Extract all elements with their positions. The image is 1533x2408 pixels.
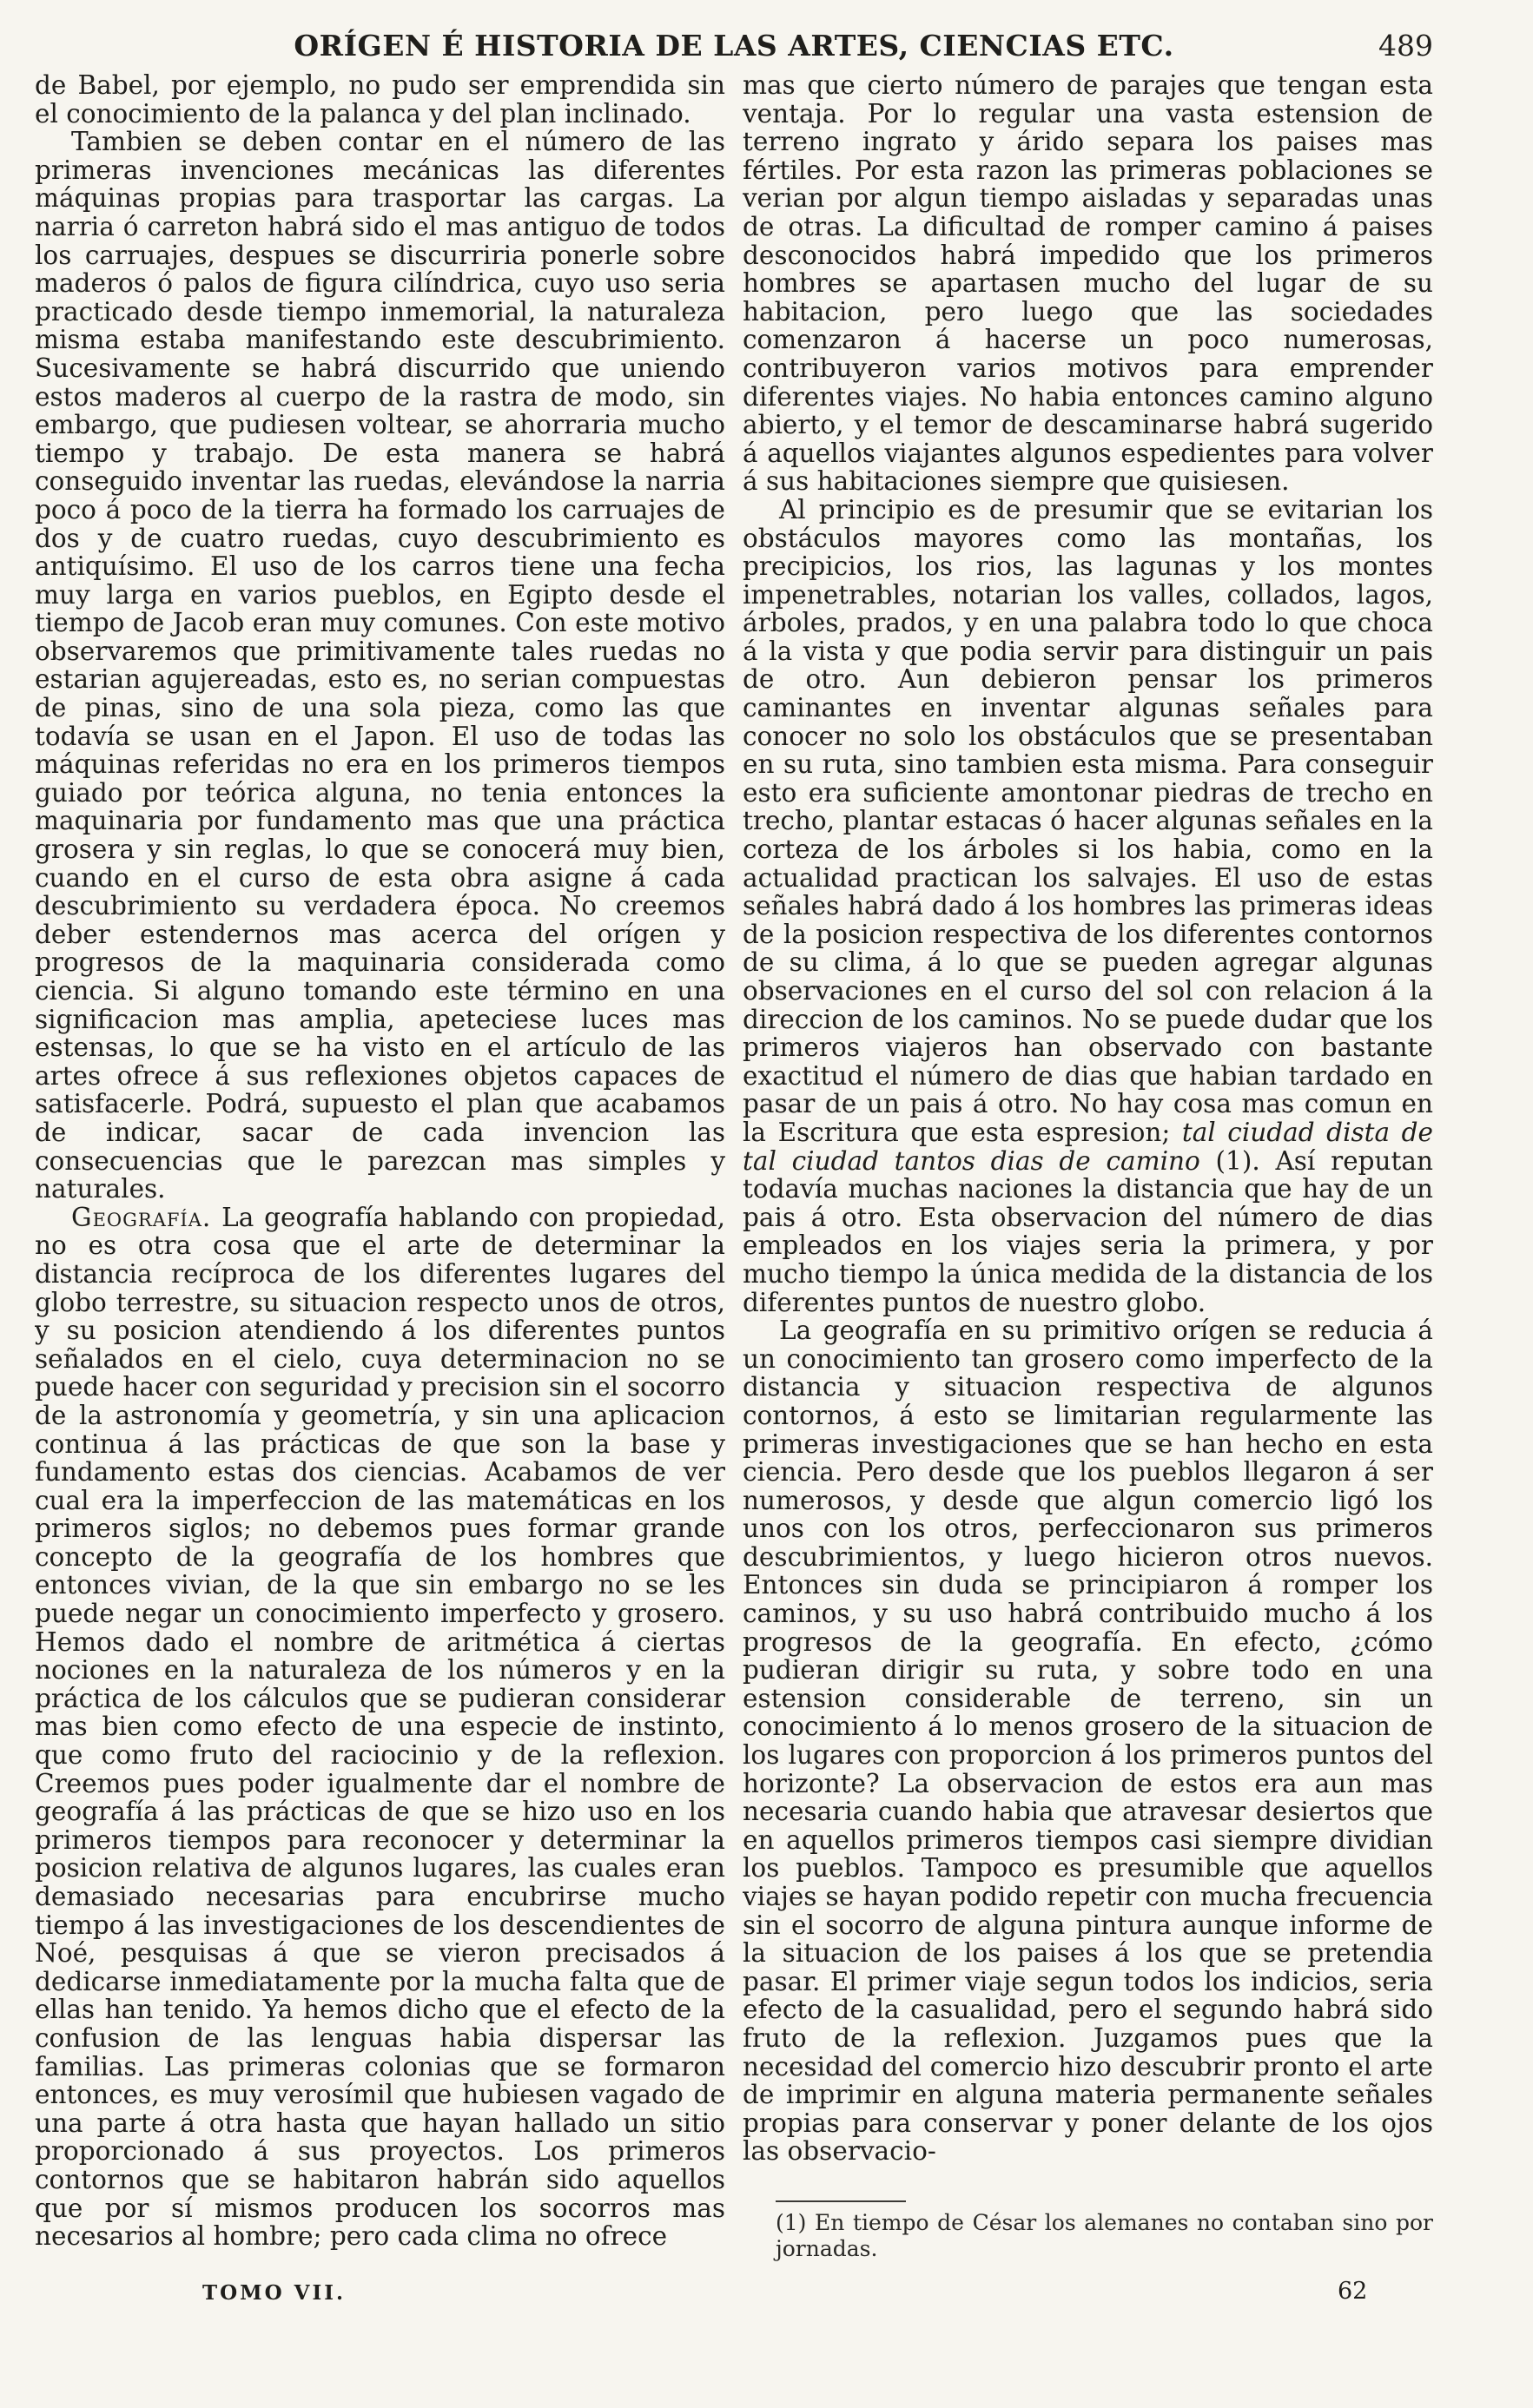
section-heading: Geografía.: [71, 1202, 212, 1232]
paragraph: La geografía en su primitivo orígen se reducia á un conocimiento tan grosero como imperfecto de la distancia y situacion respectiva de algunos contornos, á esto se limitarian regularmente las primeras investigaciones que se han hecho en esta ciencia. Pero desde que los pueblos llegaron á ser numerosos, y desde que algun comercio ligó los unos con los otros, perfeccionaron sus primeros descubrimientos, y luego hicieron otros nuevos. Entonces sin duda se principiaron á romper los caminos, y su uso habrá contribuido mucho á los progresos de la geografía. En efecto, ¿cómo pudieran dirigir su ruta, y sobre todo en una estension considerable de terreno, sin un conocimiento á lo menos grosero de la situacion de los lugares con proporcion á los primeros puntos del horizonte? La observacion de estos era aun mas necesaria cuando habia que atravesar desiertos que en aquellos primeros tiempos casi siempre dividian los pueblos. Tampoco es presumible que aquellos viajes se hayan podido repetir con mucha frecuencia sin el socorro de alguna pintura aunque informe de la situacion de los paises á los que se pretendia pasar. El primer viaje segun todos los indicios, seria efecto de la casualidad, pero el segundo habrá sido fruto de la reflexion. Juzgamos pues que la necesidad del comercio hizo descubrir pronto el arte de imprimir en alguna materia permanente señales propias para conservar y poner delante de los ojos las observacio-: [743, 1316, 1433, 2167]
volume-label: TOMO VII.: [202, 2281, 347, 2305]
paragraph: de Babel, por ejemplo, no pudo ser emprendida sin el conocimiento de la palanca y del plan inclinado.: [35, 71, 725, 129]
footnote-ref[interactable]: (1).: [1215, 1145, 1260, 1176]
page-header: [35, 26, 1433, 69]
footnote: (1) En tiempo de César los alemanes no contaban sino por jornadas.: [776, 2210, 1433, 2261]
running-title: ORÍGEN É HISTORIA DE LAS ARTES, CIENCIAS ETC.: [294, 29, 1174, 63]
paragraph-text: Así reputan todavía muchas naciones la distancia que hay de un pais á otro. Esta observacion del número de dias empleados en los viajes seria la primera, y por mucho tiempo la única medida de la distancia de los diferentes puntos de nuestro globo.: [743, 1145, 1433, 1317]
footnote-rule: [776, 2200, 906, 2202]
right-column: [743, 71, 1433, 2277]
italic-quote: tal ciudad dista de tal ciudad tantos dias de camino: [743, 1117, 1433, 1176]
left-column: [35, 71, 725, 2277]
paragraph-text: Al principio es de presumir que se evitarian los obstáculos mayores como las montañas, los precipicios, los rios, las lagunas y los montes impenetrables, notarian los valles, collados, lagos, árboles, prados, y en una palabra todo lo que choca á la vista y que podia servir para distinguir un pais de otro. Aun debieron pensar los primeros caminantes en inventar algunas señales para conocer no solo los obstáculos que se presentaban en su ruta, sino tambien esta misma. Para conseguir esto era suficiente amontonar piedras de trecho en trecho, plantar estacas ó hacer algunas señales en la corteza de los árboles si los habia, como en la actualidad practican los salvajes. El uso de estas señales habrá dado á los hombres las primeras ideas de la posicion respectiva de los diferentes contornos de su clima, á lo que se pueden agregar algunas observaciones en el curso del sol con relacion á la direccion de los caminos. No se puede dudar que los primeros viajeros han observado con bastante exactitud el número de dias que habian tardado en pasar de un pais á otro. No hay cosa mas comun en la Escritura que esta espresion;: [743, 494, 1433, 1147]
paragraph: mas que cierto número de parajes que tengan esta ventaja. Por lo regular una vasta estension de terreno ingrato y árido separa los paises mas fértiles. Por esta razon las primeras poblaciones se verian por algun tiempo aisladas y separadas unas de otras. La dificultad de romper camino á paises desconocidos habrá impedido que los primeros hombres se apartasen mucho del lugar de su habitacion, pero luego que las sociedades comenzaron á hacerse un poco numerosas, contribuyeron varios motivos para emprender diferentes viajes. No habia entonces camino alguno abierto, y el temor de descaminarse habrá sugerido á aquellos viajantes algunos espedientes para volver á sus habitaciones siempre que quisiesen.: [743, 71, 1433, 497]
paragraph-text: La geografía hablando con propiedad, no es otra cosa que el arte de determinar la distancia recíproca de los diferentes lugares del globo terrestre, su situacion respecto unos de otros, y su posicion atendiendo á los diferentes puntos señalados en el cielo, cuya determinacion no se puede hacer con seguridad y precision sin el socorro de la astronomía y geometría, y sin una aplicacion continua á las prácticas de que son la base y fundamento estas dos ciencias. Acabamos de ver cual era la imperfeccion de las matemáticas en los primeros siglos; no debemos pues formar grande concepto de la geografía de los hombres que entonces vivian, de la que sin embargo no se les puede negar un conocimiento imperfecto y grosero. Hemos dado el nombre de aritmética á ciertas nociones en la naturaleza de los números y en la práctica de los cálculos que se pudieran considerar mas bien como efecto de una especie de instinto, que como fruto del raciocinio y de la reflexion. Creemos pues poder igualmente dar el nombre de geografía á las prácticas de que se hizo uso en los primeros tiempos para reconocer y determinar la posicion relativa de algunos lugares, las cuales eran demasiado necesarias para encubrirse mucho tiempo á las investigaciones de los descendientes de Noé, pesquisas á que se vieron precisados á dedicarse inmediatamente por la mucha falta que de ellas han tenido. Ya hemos dicho que el efecto de la confusion de las lenguas habia dispersar las familias. Las primeras colonias que se formaron entonces, es muy verosímil que hubiesen vagado de una parte á otra hasta que hayan hallado un sitio proporcionado á sus proyectos. Los primeros contornos que se habitaron habrán sido aquellos que por sí mismos producen los socorros mas necesarios al hombre; pero cada clima no ofrece: [35, 1202, 725, 2252]
paragraph-geografia: [35, 1204, 725, 2251]
paragraph: [743, 496, 1433, 1316]
paragraph: Tambien se deben contar en el número de las primeras invenciones mecánicas las diferentes máquinas propias para trasportar las cargas. La narria ó carreton habrá sido el mas antiguo de todos los carruajes, despues se discurriria ponerle sobre maderos ó palos de figura cilíndrica, cuyo uso seria practicado desde tiempo inmemorial, la naturaleza misma estaba manifestando este descubrimiento. Sucesivamente se habrá discurrido que uniendo estos maderos al cuerpo de la rastra de modo, sin embargo, que pudiesen voltear, se ahorraria mucho tiempo y trabajo. De esta manera se habrá conseguido inventar las ruedas, elevándose la narria poco á poco de la tierra ha formado los carruajes de dos y de cuatro ruedas, cuyo descubrimiento es antiquísimo. El uso de los carros tiene una fecha muy larga en varios pueblos, en Egipto desde el tiempo de Jacob eran muy comunes. Con este motivo observaremos que primitivamente tales ruedas no estarian agujereadas, esto es, no serian compuestas de pinas, sino de una sola pieza, como las que todavía se usan en el Japon. El uso de todas las máquinas referidas no era en los primeros tiempos guiado por teórica alguna, no tenia entonces la maquinaria por fundamento mas que una práctica grosera y sin reglas, lo que se conocerá muy bien, cuando en el curso de esta obra asigne á cada descubrimiento su verdadera época. No creemos deber estendernos mas acerca del orígen y progresos de la maquinaria considerada como ciencia. Si alguno tomando este término en una significacion mas amplia, apeteciese luces mas estensas, lo que se ha visto en el artículo de las artes ofrece á sus reflexiones objetos capaces de satisfacerle. Podrá, supuesto el plan que acabamos de indicar, sacar de cada invencion las consecuencias que le parezcan mas simples y naturales.: [35, 127, 725, 1204]
page-number: 489: [1378, 29, 1433, 63]
signature-mark: 62: [1338, 2278, 1368, 2305]
